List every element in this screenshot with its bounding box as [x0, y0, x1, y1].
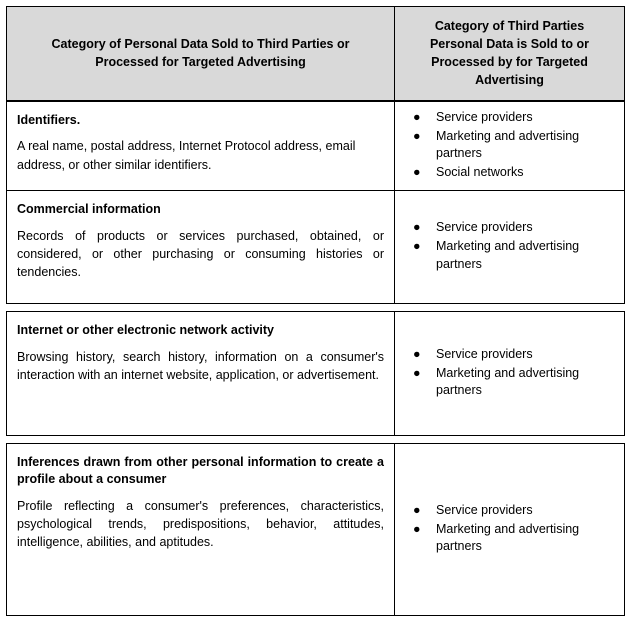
table-row — [7, 101, 625, 191]
data-category-title: Inferences drawn from other personal information to create a profile about a consumer — [17, 455, 384, 486]
personal-data-cell — [7, 101, 395, 191]
third-parties-list — [395, 346, 624, 400]
list-item — [413, 128, 614, 164]
list-item-label: Service providers — [436, 220, 533, 235]
data-category-title: Internet or other electronic network activity — [17, 323, 275, 337]
bullet-icon: ● — [413, 346, 421, 361]
row-separator-gap — [7, 304, 625, 312]
column-header-personal-data-category: Category of Personal Data Sold to Third Parties or Processed for Targeted Advertising — [7, 7, 395, 101]
table-row — [7, 312, 625, 436]
list-item-label: Marketing and advertising partners — [436, 239, 580, 271]
list-item-label: Service providers — [436, 109, 533, 124]
third-parties-list — [395, 502, 624, 556]
data-category-title: Identifiers. — [17, 112, 81, 127]
bullet-icon: ● — [413, 109, 421, 124]
third-parties-list — [395, 109, 624, 182]
bullet-icon: ● — [413, 239, 421, 254]
list-item — [413, 502, 614, 520]
data-category-description: Profile reflecting a consumer's preferences, characteristics, psychological trends, predispositions, behavior, attitudes, intelligence, abilities, and aptitudes. — [17, 498, 384, 549]
data-category-description: A real name, postal address, Internet Protocol address, email address, or other similar identifiers. — [17, 139, 356, 172]
list-item-label: Marketing and advertising partners — [436, 365, 580, 398]
bullet-icon: ● — [413, 502, 421, 517]
bullet-icon: ● — [413, 220, 421, 235]
table-body — [7, 101, 625, 616]
list-item — [413, 365, 614, 401]
third-parties-cell — [395, 101, 625, 191]
bullet-icon: ● — [413, 128, 421, 143]
data-category-description: Browsing history, search history, information on a consumer's interaction with an internet website, application, or advertisement. — [17, 349, 384, 382]
list-item — [413, 164, 614, 182]
third-parties-cell — [395, 312, 625, 436]
data-category-description: Records of products or services purchased, obtained, or considered, or other purchasing or consuming histories or tendencies. — [17, 228, 384, 280]
column-header-third-parties-category: Category of Third Parties Personal Data is Sold to or Processed by for Targeted Advertising — [395, 7, 625, 101]
bullet-icon: ● — [413, 365, 421, 380]
personal-data-cell — [7, 444, 395, 616]
list-item-label: Marketing and advertising partners — [436, 128, 580, 161]
row-separator-gap-left — [7, 304, 395, 312]
table-header — [7, 7, 625, 101]
privacy-disclosure-table — [6, 6, 625, 616]
bullet-icon: ● — [413, 521, 421, 536]
table-header-row — [7, 7, 625, 101]
third-parties-cell — [395, 444, 625, 616]
list-item — [413, 521, 614, 557]
row-separator-gap-left — [7, 436, 395, 444]
list-item — [413, 109, 614, 127]
personal-data-cell — [7, 191, 395, 304]
row-separator-gap-right — [395, 436, 625, 444]
table-row — [7, 444, 625, 616]
list-item — [413, 346, 614, 364]
third-parties-list — [395, 219, 624, 273]
list-item-label: Service providers — [436, 346, 533, 361]
data-category-title: Commercial information — [17, 202, 161, 216]
row-separator-gap-right — [395, 304, 625, 312]
list-item-label: Service providers — [436, 502, 533, 517]
list-item — [413, 219, 614, 237]
personal-data-cell — [7, 312, 395, 436]
list-item — [413, 238, 614, 274]
table-row — [7, 191, 625, 304]
list-item-label: Social networks — [436, 165, 524, 179]
list-item-label: Marketing and advertising partners — [436, 521, 580, 554]
bullet-icon: ● — [413, 165, 421, 179]
row-separator-gap — [7, 436, 625, 444]
third-parties-cell — [395, 191, 625, 304]
privacy-disclosure-table-container — [6, 6, 624, 616]
